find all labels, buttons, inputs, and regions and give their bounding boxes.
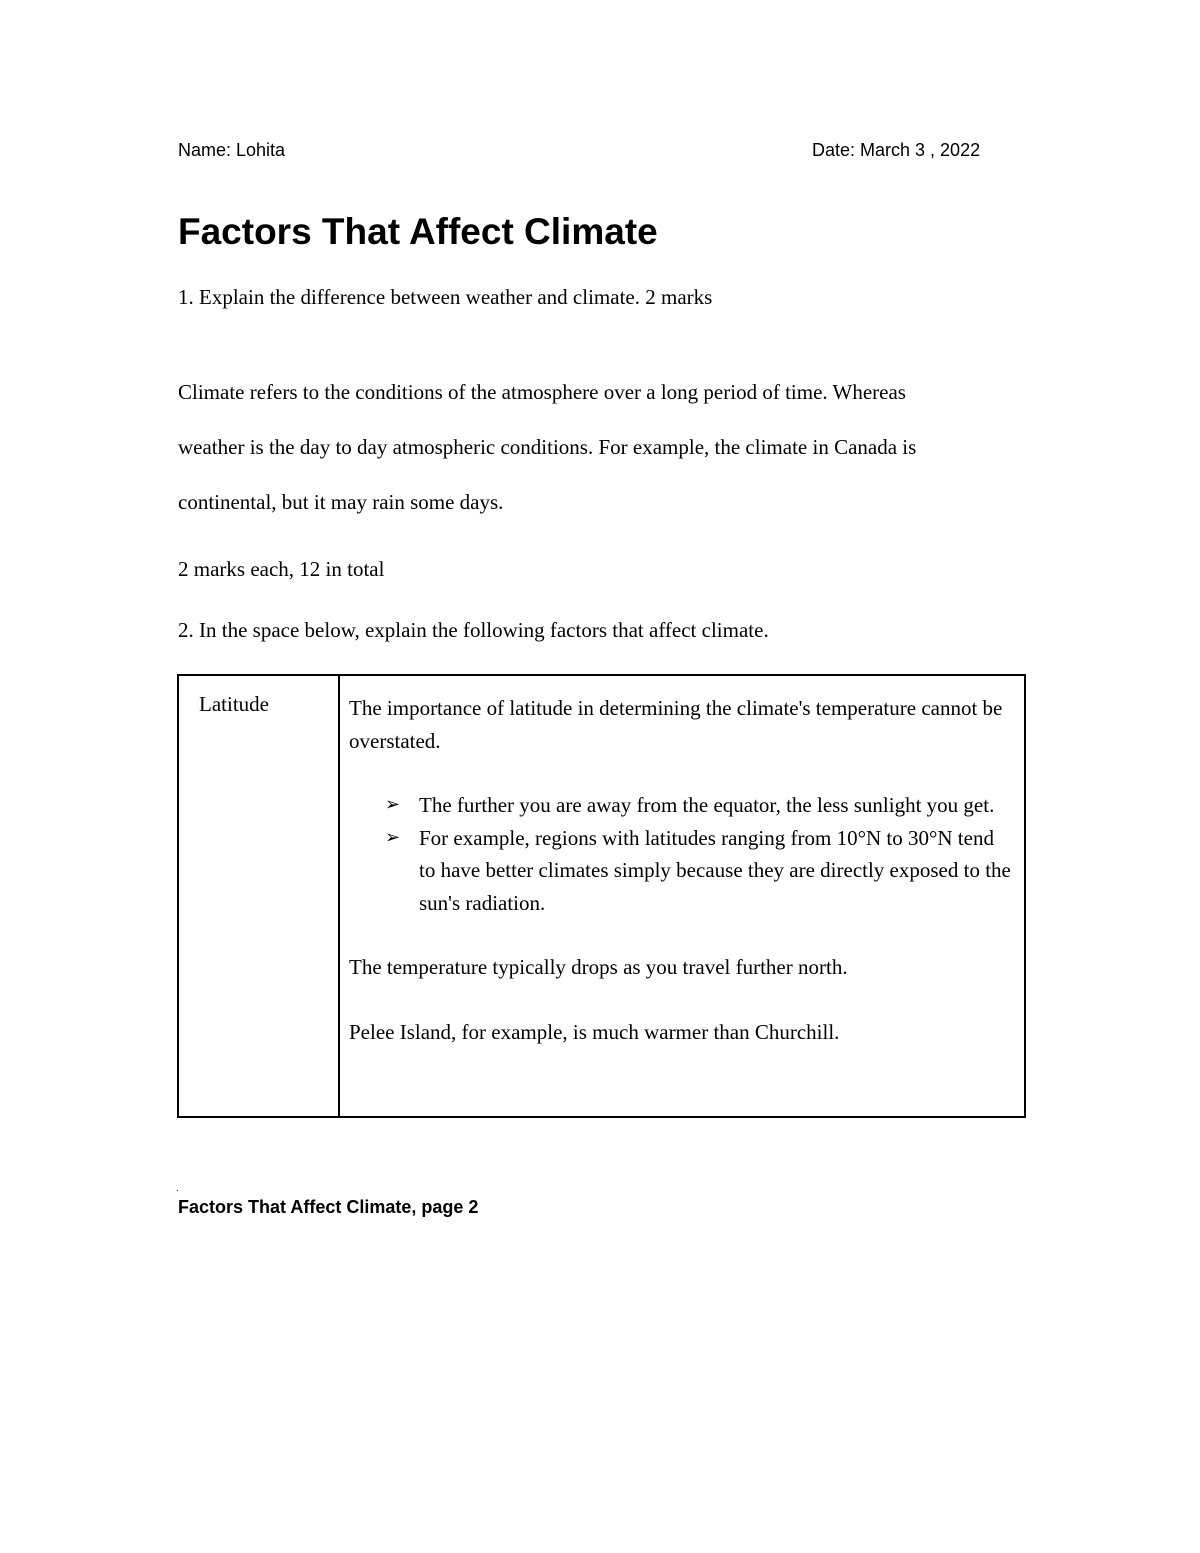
explanation-bullets [349, 789, 1014, 919]
question-2: 2. In the space below, explain the following factors that affect climate. [178, 618, 769, 642]
bullet-item [385, 822, 1014, 920]
bullet-item [385, 789, 1014, 822]
page-title: Factors That Affect Climate [178, 211, 658, 252]
factor-label: Latitude [199, 692, 269, 716]
answer-1 [178, 365, 1058, 530]
bullet-text: The further you are away from the equator, the less sunlight you get. [419, 793, 995, 817]
explanation-cell [340, 676, 1024, 1116]
factor-cell [179, 676, 340, 1116]
footer-mark: . [176, 1183, 179, 1194]
arrowhead-bullet-icon: ➢ [385, 826, 401, 848]
answer-1-line: Climate refers to the conditions of the atmosphere over a long period of time. Whereas [178, 380, 906, 404]
student-name: Name: Lohita [178, 140, 286, 160]
page-footer: Factors That Affect Climate, page 2 [178, 1197, 479, 1217]
bullet-text: For example, regions with latitudes ranging from 10°N to 30°N tend to have better climates simply because they are directly exposed to the sun's radiation. [419, 825, 1011, 915]
explanation-paragraph: The temperature typically drops as you travel further north. [349, 955, 848, 979]
question-1: 1. Explain the difference between weather and climate. 2 marks [178, 285, 713, 309]
answer-1-line: weather is the day to day atmospheric conditions. For example, the climate in Canada is [178, 435, 917, 459]
explanation-paragraph: Pelee Island, for example, is much warmer than Churchill. [349, 1019, 840, 1044]
factors-table [177, 674, 1026, 1118]
marks-note: 2 marks each, 12 in total [178, 557, 385, 581]
answer-1-line: continental, but it may rain some days. [178, 490, 504, 514]
assignment-date: Date: March 3 , 2022 [812, 140, 981, 160]
arrowhead-bullet-icon: ➢ [385, 794, 401, 815]
explanation-intro: The importance of latitude in determining the climate's temperature cannot be overstated. [349, 696, 1003, 753]
